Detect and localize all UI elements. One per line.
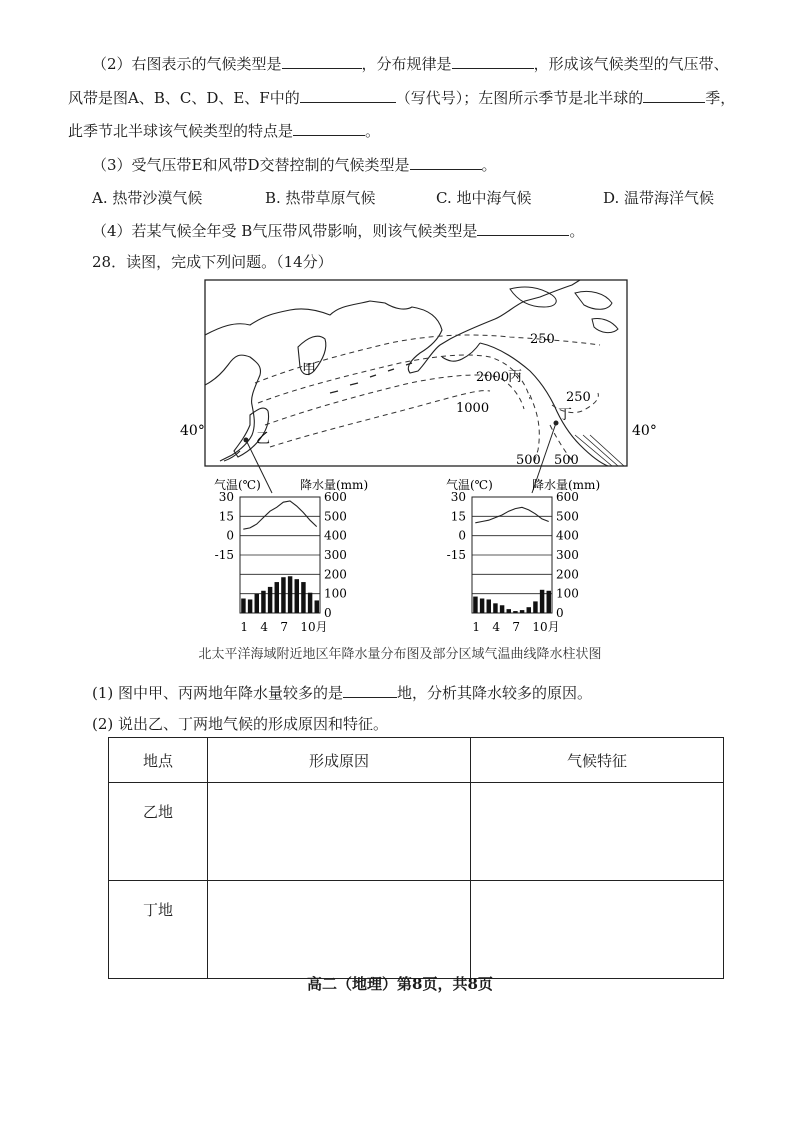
label-lat-left: 40° xyxy=(180,423,205,439)
answer-blank[interactable] xyxy=(410,155,482,170)
month-tick-label: 4 xyxy=(260,620,268,634)
label-iso250-east: 250 xyxy=(566,390,591,405)
precip-tick-label: 200 xyxy=(556,567,579,582)
text: ，分布规律是 xyxy=(361,55,452,73)
answer-blank[interactable] xyxy=(300,88,396,103)
temp-tick-label: 0 xyxy=(458,528,466,543)
precip-bar xyxy=(500,605,504,613)
text: 。 xyxy=(481,156,497,174)
figure-caption: 北太平洋海域附近地区年降水量分布图及部分区域气温曲线降水柱状图 xyxy=(198,647,602,662)
text: (1) 图中甲、丙两地年降水量较多的是 xyxy=(92,684,344,702)
answer-blank[interactable] xyxy=(477,221,569,236)
q27-part2-line3 xyxy=(68,120,380,141)
answer-blank[interactable] xyxy=(293,121,365,136)
temp-tick-label: 30 xyxy=(450,490,466,504)
label-lat-right: 40° xyxy=(632,423,657,439)
temp-axis-title: 气温(℃) xyxy=(446,478,493,492)
text: ，形成该气候类型的气压带、 xyxy=(533,55,729,73)
q27-part3 xyxy=(92,154,497,175)
temp-tick-label: 15 xyxy=(218,509,234,524)
answer-cell[interactable] xyxy=(471,881,724,979)
answer-cell[interactable] xyxy=(471,783,724,881)
label-iso500-east: 500 xyxy=(554,453,579,468)
precip-tick-label: 400 xyxy=(556,528,579,543)
text: 地，分析其降水较多的原因。 xyxy=(397,684,593,702)
month-tick-label: 1 xyxy=(472,620,480,634)
precip-tick-label: 200 xyxy=(324,567,347,582)
answer-blank[interactable] xyxy=(282,54,362,69)
precip-tick-label: 600 xyxy=(324,490,347,504)
q28-header: 28．读图，完成下列问题。（14分） xyxy=(92,253,333,271)
precip-bar xyxy=(473,597,477,613)
precip-axis-title: 降水量(mm) xyxy=(532,478,601,492)
precip-bar xyxy=(301,582,305,613)
precip-bar xyxy=(547,591,551,613)
table-header: 形成原因 xyxy=(208,738,471,783)
precip-bar xyxy=(527,607,531,613)
precip-bar xyxy=(295,579,299,613)
q27-part2-line2 xyxy=(68,87,735,108)
precip-bar xyxy=(540,590,544,613)
text: （2）右图表示的气候类型是 xyxy=(92,55,282,73)
precip-bar xyxy=(507,609,511,613)
map xyxy=(180,280,657,493)
label-ding: 丁 xyxy=(558,407,572,423)
precip-bar xyxy=(315,600,319,613)
table-header: 地点 xyxy=(109,738,208,783)
temp-tick-label: 30 xyxy=(218,490,234,504)
precip-tick-label: 0 xyxy=(556,606,564,620)
precip-tick-label: 0 xyxy=(324,606,332,620)
precip-bar xyxy=(255,594,259,613)
precip-bar xyxy=(520,610,524,613)
precip-bar xyxy=(275,582,279,613)
precip-bar xyxy=(513,611,517,613)
label-iso2000: 2000 xyxy=(476,370,510,385)
precip-tick-label: 300 xyxy=(556,548,579,562)
q27-part2-line1 xyxy=(92,53,729,74)
precip-tick-label: 100 xyxy=(556,586,579,601)
answer-blank[interactable] xyxy=(643,88,705,103)
month-tick-label: 1 xyxy=(240,620,248,634)
label-iso1000: 1000 xyxy=(456,401,490,416)
precip-bar xyxy=(480,599,484,614)
climate-chart-yi xyxy=(214,477,368,634)
answer-blank[interactable] xyxy=(452,54,534,69)
precip-tick-label: 500 xyxy=(324,509,347,524)
answer-blank[interactable] xyxy=(343,683,397,698)
month-tick-label: 7 xyxy=(280,620,288,634)
temp-tick-label: 0 xyxy=(226,528,234,543)
precip-tick-label: 100 xyxy=(324,586,347,601)
precip-bar xyxy=(493,603,497,613)
precip-bar xyxy=(288,576,292,613)
table-row xyxy=(109,783,724,881)
table-header: 气候特征 xyxy=(471,738,724,783)
text: 风带是图A、B、C、D、E、F中的 xyxy=(68,89,300,107)
precipitation-map-figure xyxy=(180,275,657,645)
table-header-row xyxy=(109,738,724,783)
temp-tick-label: 15 xyxy=(450,509,466,524)
temp-tick-label: -15 xyxy=(214,548,234,562)
q28-sub1 xyxy=(92,682,592,703)
q27-options-a[interactable]: A. 热带沙漠气候 xyxy=(92,189,203,207)
precip-tick-label: 300 xyxy=(324,548,347,562)
precip-bar xyxy=(268,587,272,613)
precip-bar xyxy=(261,591,265,613)
month-tick-label: 10月 xyxy=(532,620,560,634)
label-yi: 乙 xyxy=(256,431,270,447)
label-bing: 丙 xyxy=(508,369,522,385)
text: 此季节北半球该气候类型的特点是 xyxy=(68,122,294,140)
temperature-curve xyxy=(475,507,548,523)
temp-axis-title: 气温(℃) xyxy=(214,478,261,492)
text: （3）受气压带E和风带D交替控制的气候类型是 xyxy=(92,156,410,174)
q28-sub2: (2) 说出乙、丁两地气候的形成原因和特征。 xyxy=(92,715,389,733)
q27-options-b[interactable]: B. 热带草原气候 xyxy=(265,189,376,207)
answer-cell[interactable] xyxy=(208,783,471,881)
text: 。 xyxy=(569,222,585,240)
precip-bar xyxy=(487,599,491,613)
climate-chart-ding xyxy=(446,477,600,634)
label-iso500: 500 xyxy=(516,453,541,468)
q27-part4 xyxy=(92,220,584,241)
temperature-curve xyxy=(243,501,316,529)
precip-bar xyxy=(533,601,537,613)
text: （写代号）；左图所示季节是北半球的 xyxy=(395,89,644,107)
temp-tick-label: -15 xyxy=(446,548,466,562)
q27-options-c[interactable]: C. 地中海气候 xyxy=(436,189,532,207)
precip-tick-label: 500 xyxy=(556,509,579,524)
text: 。 xyxy=(365,122,381,140)
precip-tick-label: 600 xyxy=(556,490,579,504)
label-iso250: 250 xyxy=(530,332,555,347)
answer-cell[interactable] xyxy=(208,881,471,979)
precip-bar xyxy=(241,599,245,614)
precip-tick-label: 400 xyxy=(324,528,347,543)
page-footer: 高二（地理）第8页，共8页 xyxy=(307,975,493,993)
precip-axis-title: 降水量(mm) xyxy=(300,478,369,492)
text: 季， xyxy=(705,89,736,107)
text: （4）若某气候全年受 B气压带风带影响，则该气候类型是 xyxy=(92,222,478,240)
row-label: 丁地 xyxy=(109,881,208,979)
month-tick-label: 10月 xyxy=(300,620,328,634)
q27-options-d[interactable]: D. 温带海洋气候 xyxy=(603,189,715,207)
table-row xyxy=(109,881,724,979)
month-tick-label: 4 xyxy=(492,620,500,634)
precip-bar xyxy=(281,577,285,613)
month-tick-label: 7 xyxy=(512,620,520,634)
precip-bar xyxy=(248,599,252,613)
row-label: 乙地 xyxy=(109,783,208,881)
precip-bar xyxy=(308,593,312,613)
label-jia: 甲 xyxy=(302,362,316,378)
answer-table xyxy=(108,737,724,979)
